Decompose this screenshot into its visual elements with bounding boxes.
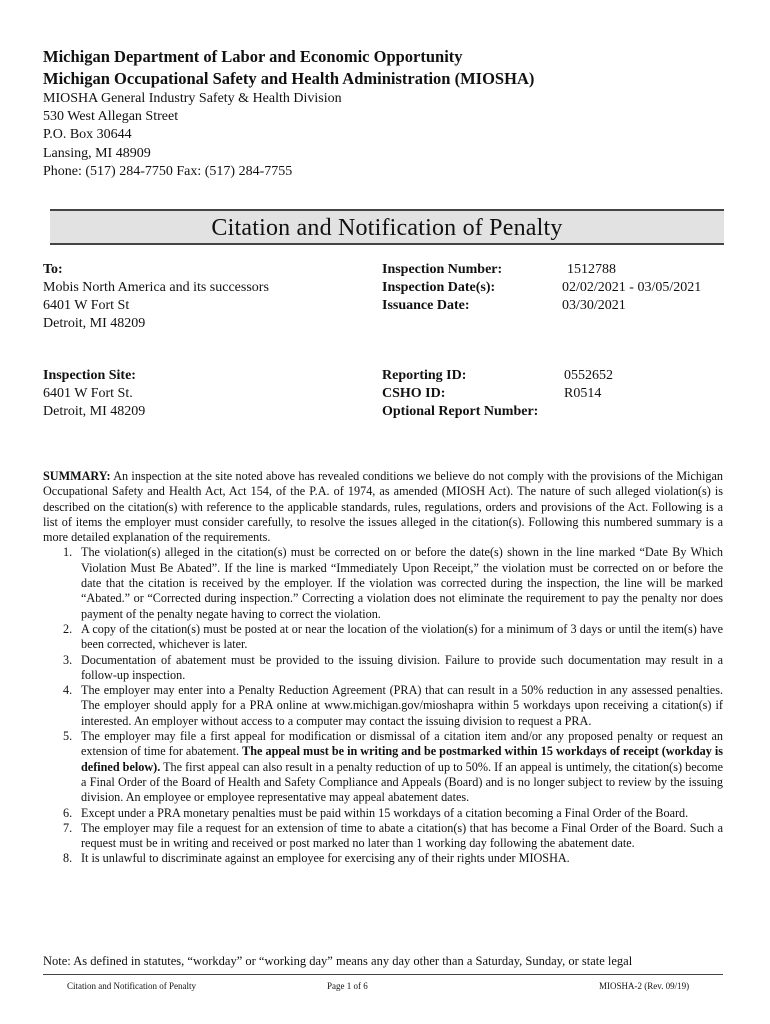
- list-item: [43, 683, 723, 729]
- reporting-id-label: Reporting ID:: [382, 368, 467, 383]
- csho-id-value: R0514: [564, 386, 602, 401]
- list-item: [43, 545, 723, 621]
- summary-intro: [43, 469, 723, 545]
- phone-fax: Phone: (517) 284-7750 Fax: (517) 284-7755: [43, 163, 293, 179]
- appeal-deadline-text: The appeal must be in writing and be postmarked within 15 workdays of receipt (workday is defined below).: [81, 744, 724, 774]
- inspection-dates-label: Inspection Date(s):: [382, 280, 496, 295]
- administration-name: Michigan Occupational Safety and Health Administration (MIOSHA): [43, 69, 535, 88]
- item-number: 2.: [63, 621, 73, 636]
- page-title: Citation and Notification of Penalty: [211, 215, 563, 241]
- summary-section: [43, 469, 723, 867]
- issuance-date-label: Issuance Date:: [382, 298, 470, 313]
- title-bar: [50, 209, 724, 245]
- item-text: The employer may enter into a Penalty Reduction Agreement (PRA) that can result in a 50% reduction in any assessed penalties. The employer should apply for a PRA online at www.michigan.gov/mioshapra within 5 workdays upon receiving a citation(s) if interested. An employer without access to a computer may contact the issuing division to request a PRA.: [81, 683, 723, 728]
- item-text: It is unlawful to discriminate against an employee for exercising any of their rights under MIOSHA.: [81, 851, 570, 866]
- optional-report-number-label: Optional Report Number:: [382, 404, 539, 419]
- reporting-id-value: 0552652: [564, 368, 613, 383]
- id-values: [564, 367, 724, 403]
- item-text-a: The employer may file a first appeal for modification or dismissal of a citation item and/or any proposed penalty or request an extension of time for abatement.: [81, 729, 723, 759]
- footer-page-number: Page 1 of 6: [327, 981, 368, 991]
- item-number: 4.: [63, 683, 73, 698]
- inspection-number-value: 1512788: [567, 262, 616, 277]
- summary-list: [43, 545, 723, 866]
- list-item: [43, 806, 723, 821]
- recipient-city: Detroit, MI 48209: [43, 316, 146, 331]
- street-address: 530 West Allegan Street: [43, 109, 179, 125]
- item-text: A copy of the citation(s) must be posted at or near the location of the violation(s) for a minimum of 3 days or until the item(s) have been corrected, whichever is later.: [81, 621, 723, 652]
- department-name: Michigan Department of Labor and Economic Opportunity: [43, 47, 463, 66]
- po-box: P.O. Box 30644: [43, 127, 132, 143]
- page-footer: [43, 974, 723, 991]
- issuance-date-value: 03/30/2021: [562, 298, 626, 313]
- inspection-site-block: [43, 367, 353, 421]
- summary-lead: SUMMARY:: [43, 469, 111, 483]
- list-item: [43, 729, 723, 805]
- recipient-street: 6401 W Fort St: [43, 298, 130, 313]
- item-number: 6.: [63, 805, 73, 820]
- list-item: [43, 821, 723, 852]
- item-number: 7.: [63, 820, 73, 835]
- list-item: [43, 851, 723, 866]
- csho-id-label: CSHO ID:: [382, 386, 446, 401]
- item-text: The violation(s) alleged in the citation(s) must be corrected on or before the date(s) shown in the line marked “Date By Which Violation Must Be Abated”. If the line is marked “Immediately Upon Receipt,” the violation must be corrected on or before the date that the citation is received by the employer. If the violation was corrected during the inspection, the line will be marked “Abated.” or “Corrected during inspection.” Correcting a violation does not eliminate the requirement to pay the penalty nor does payment of the penalty negate having to correct the violation.: [81, 545, 723, 621]
- inspection-labels: [382, 261, 562, 315]
- footer-form-number: MIOSHA-2 (Rev. 09/19): [599, 981, 690, 991]
- inspection-site-street: 6401 W Fort St.: [43, 386, 133, 401]
- item-text: Documentation of abatement must be provided to the issuing division. Failure to provide such documentation may result in a follow-up inspection.: [81, 652, 723, 682]
- summary-intro-text: An inspection at the site noted above has revealed conditions we believe do not comply with the provisions of the Michigan Occupational Safety and Health Act, Act 154, of the P.A. of 1974, as amended (MIOSH Act). The nature of such alleged violation(s) is described on the citation(s) with reference to the applicable standards, rules, regulations, orders and provisions of the Act. Following is a list of items the employer must consider carefully, to resolve the issues alleged in the citation(s). Following this numbered summary is a more detailed explanation of the requirements.: [43, 469, 724, 545]
- recipient-block: [43, 261, 353, 333]
- footer-document-title: Citation and Notification of Penalty: [67, 981, 196, 991]
- inspection-dates-value: 02/02/2021 - 03/05/2021: [562, 280, 702, 295]
- list-item: [43, 622, 723, 653]
- item-number: 8.: [63, 851, 73, 866]
- item-text-b: The first appeal can also result in a penalty reduction of up to 50%. If an appeal is untimely, the citation(s) become a Final Order of the Board of Health and Safety Compliance and Appeals (Board) and is no longer subject to review by the issuing division. An employee or employee representative may appeal abatement dates.: [81, 759, 723, 805]
- city-state-zip: Lansing, MI 48909: [43, 145, 151, 161]
- item-number: 3.: [63, 652, 73, 667]
- inspection-site-city: Detroit, MI 48209: [43, 404, 146, 419]
- inspection-values: [562, 261, 732, 315]
- inspection-site-label: Inspection Site:: [43, 368, 136, 383]
- workday-note: Note: As defined in statutes, “workday” or “working day” means any day other than a Saturday, Sunday, or state legal: [43, 954, 633, 968]
- item-text: The employer may file a request for an extension of time to abate a citation(s) that has become a Final Order of the Board. Such a request must be in writing and received or post marked no later than 1 working day following the abatement date.: [81, 820, 723, 851]
- item-number: 5.: [63, 729, 73, 744]
- inspection-number-label: Inspection Number:: [382, 262, 503, 277]
- list-item: [43, 653, 723, 684]
- recipient-name: Mobis North America and its successors: [43, 280, 269, 295]
- agency-header: [43, 46, 534, 181]
- division-name: MIOSHA General Industry Safety & Health Division: [43, 91, 342, 106]
- item-text: Except under a PRA monetary penalties must be paid within 15 workdays of a citation becoming a Final Order of the Board.: [81, 805, 689, 820]
- item-number: 1.: [63, 545, 73, 560]
- to-label: To:: [43, 262, 63, 277]
- id-labels: [382, 367, 572, 421]
